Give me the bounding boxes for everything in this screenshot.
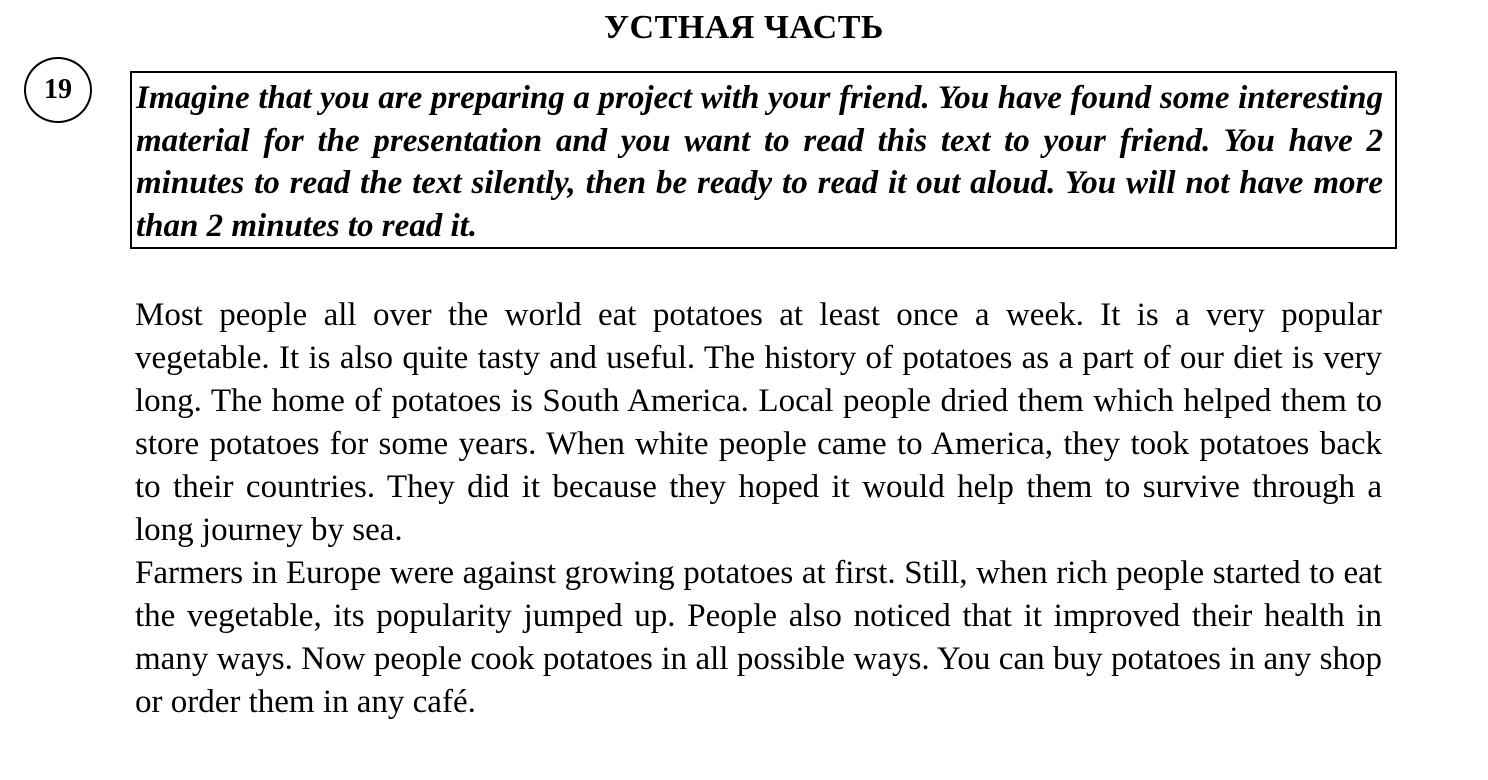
task-number: 19: [44, 74, 72, 105]
reading-paragraph-2: Farmers in Europe were against growing potatoes at first. Still, when rich people started to eat the vegetable, its popularity jumped up. People also noticed that it improved their health in many ways. Now people cook potatoes in all possible ways. You can buy potatoes in any shop or order them in any café.: [135, 555, 1382, 720]
task-instruction-box: [130, 71, 1397, 249]
reading-paragraph-1: Most people all over the world eat potatoes at least once a week. It is a very popular vegetable. It is also quite tasty and useful. The history of potatoes as a part of our diet is very long. The home of potatoes is South America. Local people dried them which helped them to store potatoes for some years. When white people came to America, they took potatoes back to their countries. They did it because they hoped it would help them to survive through a long journey by sea.: [135, 297, 1382, 548]
task-instruction-text: Imagine that you are preparing a project with your friend. You have found some interesting material for the presentation and you want to read this text to your friend. You have 2 minutes to read the text silently, then be ready to read it out aloud. You will not have more than 2 minutes to read it.: [136, 80, 1383, 244]
section-title: УСТНАЯ ЧАСТЬ: [604, 9, 884, 46]
task-number-badge: [24, 57, 92, 123]
reading-text: [135, 294, 1382, 724]
